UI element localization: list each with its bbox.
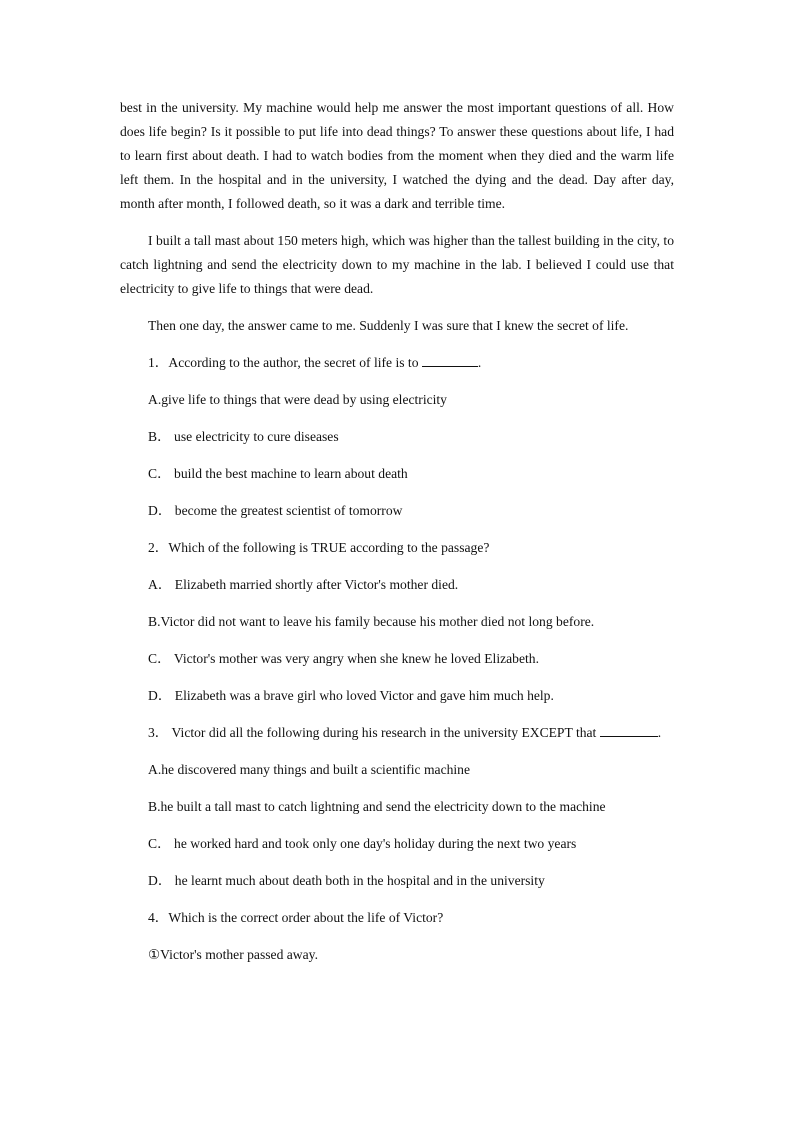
question-3-end: . bbox=[657, 725, 662, 740]
passage-paragraph-3: Then one day, the answer came to me. Suddenly I was sure that I knew the secret of life. bbox=[148, 318, 629, 333]
question-3-option-c: C． he worked hard and took only one day's holiday during the next two years bbox=[148, 836, 577, 851]
question-1-stem-text: 1．According to the author, the secret of life is to bbox=[148, 355, 419, 370]
question-2-option-c: C． Victor's mother was very angry when she knew he loved Elizabeth. bbox=[148, 651, 539, 666]
passage-paragraph-2: I built a tall mast about 150 meters high, which was higher than the tallest building in the city, to catch lightning and send the electricity down to my machine in the lab. I believed I could use that electricity to give life to things that were dead. bbox=[120, 233, 674, 296]
question-4-stem: 4．Which is the correct order about the life of Victor? bbox=[148, 910, 444, 925]
question-2-stem: 2．Which of the following is TRUE according to the passage? bbox=[148, 540, 490, 555]
question-1-stem bbox=[148, 351, 674, 375]
passage-paragraph-1: best in the university. My machine would help me answer the most important questions of all. How does life begin? Is it possible to put life into dead things? To answer these questions about life, I had to learn first about death. I had to watch bodies from the moment when they died and the warm life left them. In the hospital and in the university, I watched the dying and the dead. Day after day, month after month, I followed death, so it was a dark and terrible time. bbox=[120, 100, 674, 211]
question-3-option-a: A.he discovered many things and built a scientific machine bbox=[148, 762, 471, 777]
question-4-item-1: ①Victor's mother passed away. bbox=[148, 947, 318, 962]
answer-blank bbox=[600, 722, 658, 737]
question-2-option-a: A． Elizabeth married shortly after Victor's mother died. bbox=[148, 577, 459, 592]
question-3-option-d: D． he learnt much about death both in the hospital and in the university bbox=[148, 873, 545, 888]
question-1-end: . bbox=[477, 355, 482, 370]
question-3-stem-text: 3． Victor did all the following during his research in the university EXCEPT that bbox=[148, 725, 597, 740]
document-content bbox=[120, 96, 674, 980]
question-1-option-c: C． build the best machine to learn about death bbox=[148, 466, 408, 481]
answer-blank bbox=[422, 352, 478, 367]
question-3-option-b: B.he built a tall mast to catch lightning and send the electricity down to the machine bbox=[148, 799, 606, 814]
question-3-stem bbox=[120, 721, 674, 745]
question-1-option-a: A.give life to things that were dead by using electricity bbox=[148, 392, 447, 407]
question-2-option-b: B.Victor did not want to leave his family because his mother died not long before. bbox=[148, 614, 595, 629]
question-1-option-d: D． become the greatest scientist of tomorrow bbox=[148, 503, 403, 518]
question-2-option-d: D． Elizabeth was a brave girl who loved Victor and gave him much help. bbox=[148, 688, 554, 703]
question-1-option-b: B． use electricity to cure diseases bbox=[148, 429, 339, 444]
